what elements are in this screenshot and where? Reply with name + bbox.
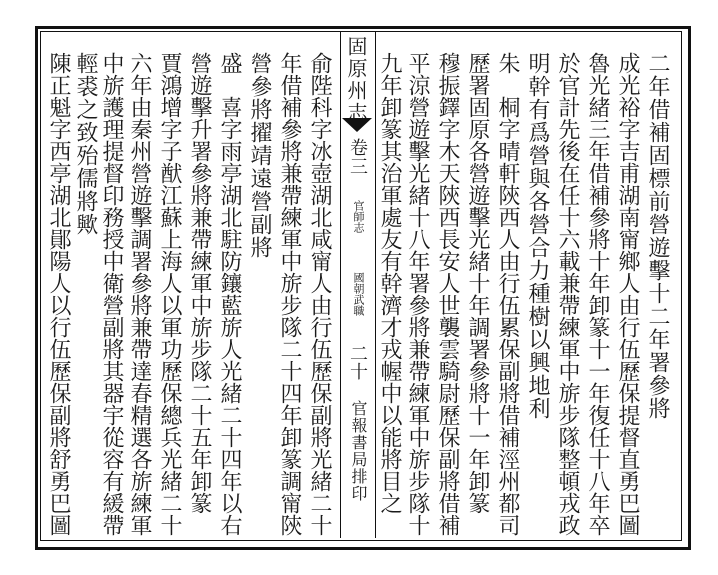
page-number: 二十 bbox=[347, 344, 368, 380]
text-column: 穆振鐸字木天陝西長安人世襲雲騎尉歷保副將借補 bbox=[435, 52, 460, 536]
fish-tail-ornament bbox=[342, 118, 372, 132]
text-column: 二年借補固標前營遊擊十二年署參將 bbox=[645, 52, 670, 420]
section-label: 官師志 bbox=[352, 200, 365, 233]
text-column: 朱 桐字晴軒陝西人由行伍累保副將借補涇州都司 bbox=[495, 52, 520, 536]
text-column: 於官計先後在任十六載兼帶練軍中旂步隊整頓戎政 bbox=[555, 52, 580, 536]
juan-label: 卷三 bbox=[347, 138, 368, 176]
text-column: 輕裘之致殆儒將歟 bbox=[73, 52, 98, 236]
text-column: 成光裕字吉甫湖南甯鄉人由行伍歷保提督直勇巴圖 bbox=[615, 52, 640, 536]
text-column: 中旂護理提督印務授中衛營副將其器宇從容有緩帶 bbox=[99, 52, 124, 536]
printer-label: 官報書局排印 bbox=[349, 400, 368, 502]
text-column: 九年卸篆其治軍處友有幹濟才戎幄中以能將目之 bbox=[377, 52, 402, 514]
text-column: 俞陛科字冰壺湖北咸甯人由行伍歷保副將光緒二十 bbox=[307, 52, 332, 536]
text-column: 陳正魁字西亭湖北鄖陽人以行伍歷保副將舒勇巴圖 bbox=[46, 52, 71, 536]
text-column: 賈鴻增字子猷江蘇上海人以軍功歷保總兵光緒二十 bbox=[157, 52, 182, 536]
running-title: 固原州志 bbox=[344, 36, 368, 124]
text-column: 魯光緒三年借補參將十年卸篆十一年復任十八年卒 bbox=[585, 52, 610, 536]
text-column: 營參將擢靖遠營副將 bbox=[247, 52, 272, 259]
text-column: 年借補參將兼帶練軍中旂步隊二十四年卸篆調甯陝 bbox=[277, 52, 302, 536]
subsection-label: 國朝武職 bbox=[352, 272, 365, 316]
text-column: 盛 喜字雨亭湖北駐防鑲藍旂人光緒二十四年以右 bbox=[217, 52, 242, 536]
text-column: 營遊擊升署參將兼帶練軍中旂步隊二十五年卸篆 bbox=[187, 52, 212, 514]
text-column: 六年由秦州營遊擊調署參將兼帶達春精選各旂練軍 bbox=[127, 52, 152, 536]
text-column: 明幹有爲營與各營合力種樹以興地利 bbox=[525, 52, 550, 420]
text-column: 平涼營遊擊光緒十八年署參將兼帶練軍中旂步隊十 bbox=[405, 52, 430, 536]
text-column: 歷署固原各營遊擊光緒十年調署參將十一年卸篆 bbox=[465, 52, 490, 514]
